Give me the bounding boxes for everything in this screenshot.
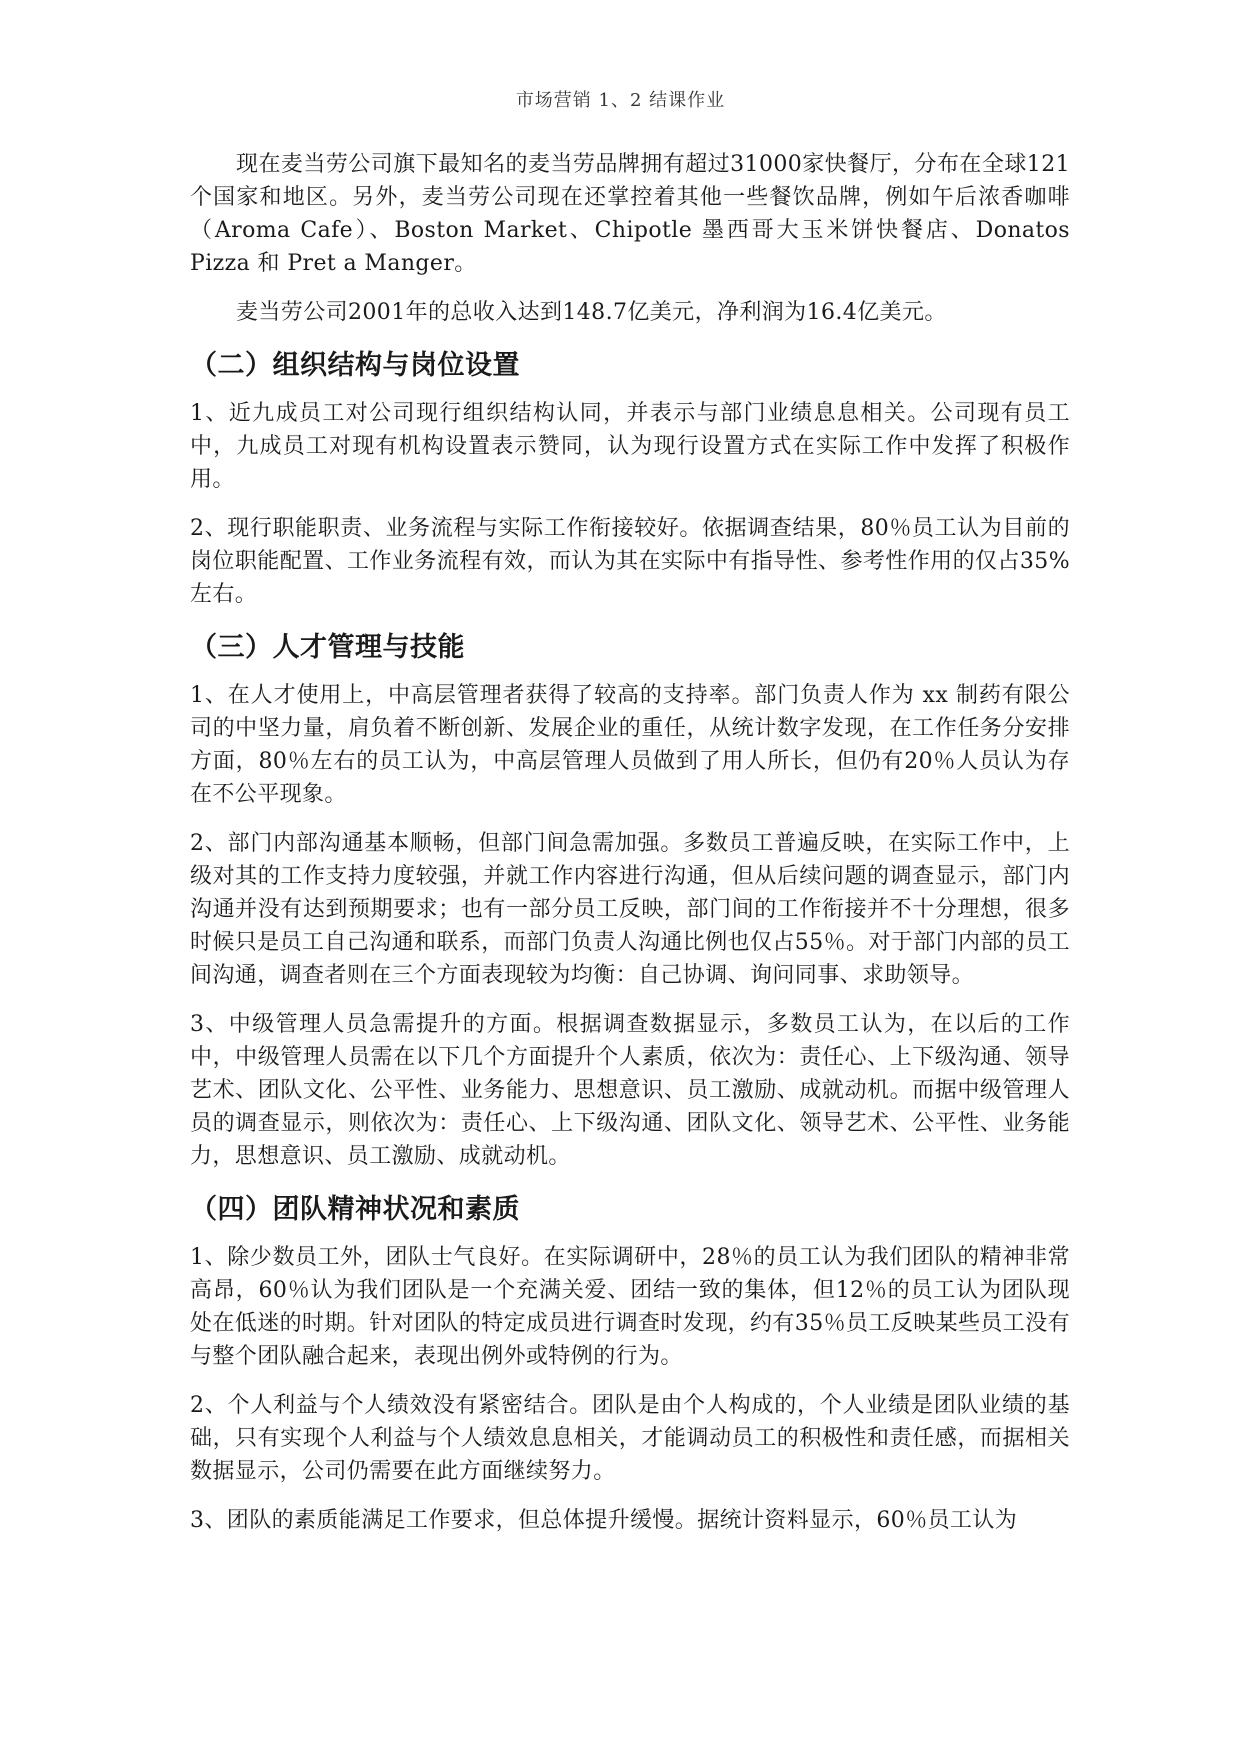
- section-heading-team: （四）团队精神状况和素质: [190, 1194, 520, 1225]
- section-heading-organization: （二）组织结构与岗位设置: [190, 350, 520, 381]
- section4-paragraph-1: 1、除少数员工外，团队士气良好。在实际调研中，28％的员工认为我们团队的精神非常高昂，60％认为我们团队是一个充满关爱、团结一致的集体，但12％的员工认为团队现处在低迷的时期。针对团队的特定成员进行调查时发现，约有35％员工反映某些员工没有与整个团队融合起来，表现出例外或特例的行为。: [190, 1245, 1070, 1369]
- section4-paragraph-2: 2、个人利益与个人绩效没有紧密结合。团队是由个人构成的，个人业绩是团队业绩的基础，只有实现个人利益与个人绩效息息相关，才能调动员工的积极性和责任感，而据相关数据显示，公司仍需要在此方面继续努力。: [190, 1393, 1070, 1484]
- section4-paragraph-3: 3、团队的素质能满足工作要求，但总体提升缓慢。据统计资料显示，60％员工认为: [190, 1508, 1018, 1533]
- intro-paragraph-1: 现在麦当劳公司旗下最知名的麦当劳品牌拥有超过31000家快餐厅，分布在全球121个国家和地区。另外，麦当劳公司现在还掌控着其他一些餐饮品牌，例如午后浓香咖啡（Aroma Cafe）、Boston Market、Chipotle 墨西哥大玉米饼快餐店、Donatos Pizza 和 Pret a Manger。: [190, 152, 1070, 276]
- section3-paragraph-2: 2、部门内部沟通基本顺畅，但部门间急需加强。多数员工普遍反映，在实际工作中，上级对其的工作支持力度较强，并就工作内容进行沟通，但从后续问题的调查显示，部门内沟通并没有达到预期要求；也有一部分员工反映，部门间的工作衔接并不十分理想，很多时候只是员工自己沟通和联系，而部门负责人沟通比例也仅占55％。对于部门内部的员工间沟通，调查者则在三个方面表现较为均衡：自己协调、询问同事、求助领导。: [190, 831, 1070, 988]
- document-body: [190, 148, 1070, 1553]
- section2-paragraph-2: 2、现行职能职责、业务流程与实际工作衔接较好。依据调查结果，80％员工认为目前的岗位职能配置、工作业务流程有效，而认为其在实际中有指导性、参考性作用的仅占35%左右。: [190, 516, 1070, 607]
- section3-paragraph-3: 3、中级管理人员急需提升的方面。根据调查数据显示，多数员工认为，在以后的工作中，中级管理人员需在以下几个方面提升个人素质，依次为：责任心、上下级沟通、领导艺术、团队文化、公平性、业务能力、思想意识、员工激励、成就动机。而据中级管理人员的调查显示，则依次为：责任心、上下级沟通、团队文化、领导艺术、公平性、业务能力，思想意识、员工激励、成就动机。: [190, 1012, 1070, 1169]
- intro-paragraph-2: 麦当劳公司2001年的总收入达到148.7亿美元，净利润为16.4亿美元。: [236, 300, 947, 325]
- section-heading-talent: （三）人才管理与技能: [190, 632, 465, 663]
- section3-paragraph-1: 1、在人才使用上，中高层管理者获得了较高的支持率。部门负责人作为 xx 制药有限公司的中坚力量，肩负着不断创新、发展企业的重任，从统计数字发现，在工作任务分安排方面，80％左右的员工认为，中高层管理人员做到了用人所长，但仍有20％人员认为存在不公平现象。: [190, 683, 1070, 807]
- page-header: 市场营销 1、2 结课作业: [515, 90, 726, 111]
- section2-paragraph-1: 1、近九成员工对公司现行组织结构认同，并表示与部门业绩息息相关。公司现有员工中，九成员工对现有机构设置表示赞同，认为现行设置方式在实际工作中发挥了积极作用。: [190, 401, 1070, 492]
